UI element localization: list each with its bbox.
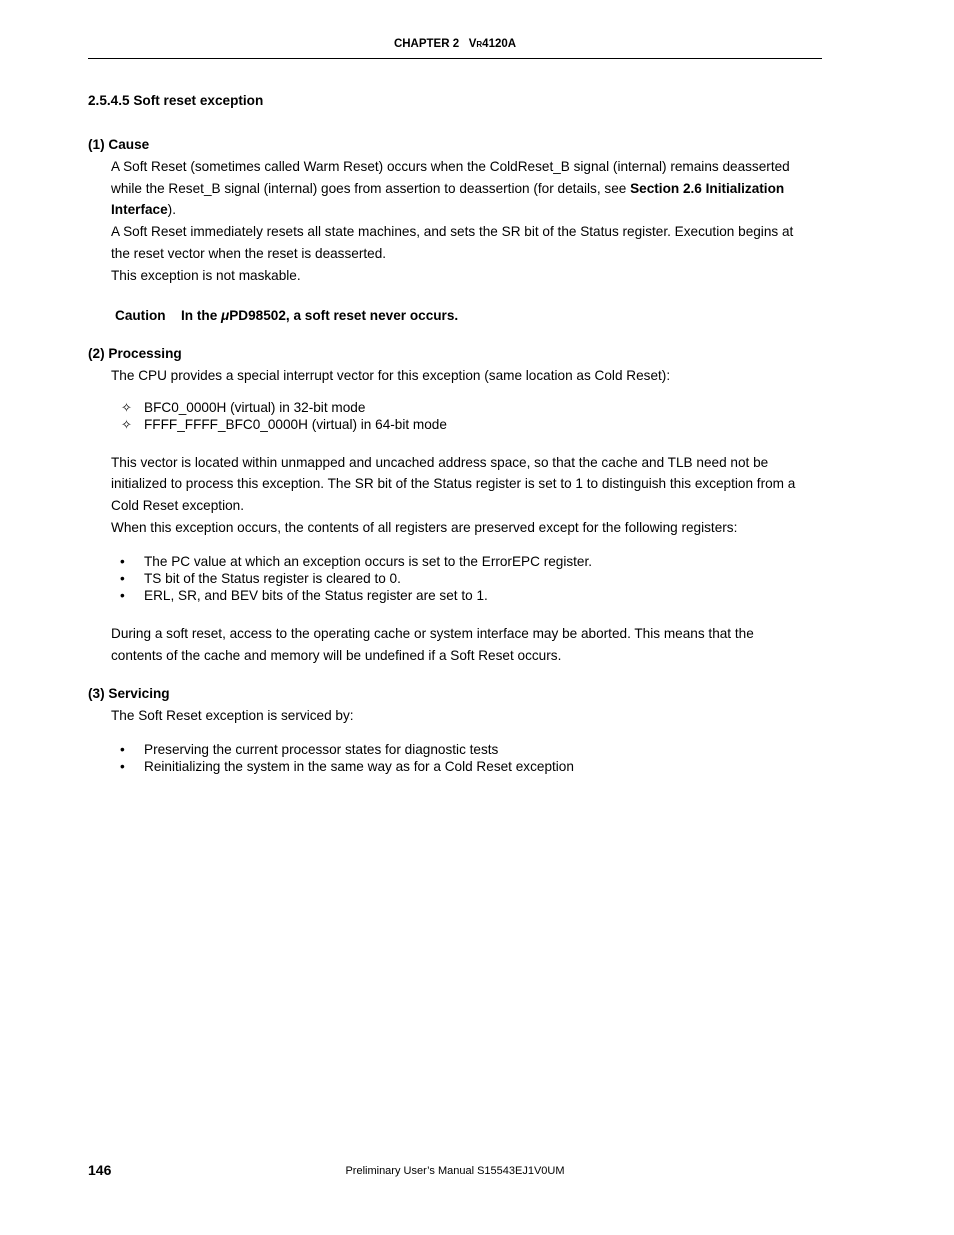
processing-paragraph-line: This vector is located within unmapped and uncached address space, so that the cache and TLB need not be	[111, 455, 769, 470]
bullet-icon: •	[120, 742, 125, 757]
servicing-intro: The Soft Reset exception is serviced by:	[111, 708, 354, 723]
mu-symbol: μ	[221, 308, 230, 323]
diamond-bullet-icon: ✧	[121, 400, 132, 415]
section-reference: Section 2.6 Initialization	[630, 181, 785, 196]
product-name: VR4120A	[468, 38, 517, 50]
bullet-icon: •	[120, 571, 125, 586]
cause-paragraph-line: A Soft Reset immediately resets all state machines, and sets the SR bit of the Status register. Execution begins at	[111, 224, 794, 239]
processing-paragraph-line: contents of the cache and memory will be undefined if a Soft Reset occurs.	[111, 648, 562, 663]
processing-paragraph-line: initialized to process this exception. The SR bit of the Status register is set to 1 to distinguish this exception from a	[111, 476, 796, 491]
servicing-list-item: Preserving the current processor states for diagnostic tests	[144, 742, 499, 757]
bullet-icon: •	[120, 554, 125, 569]
processing-paragraph-line: When this exception occurs, the contents of all registers are preserved except for the following registers:	[111, 520, 738, 535]
section-reference: Interface	[111, 202, 168, 217]
cause-heading: (1) Cause	[88, 137, 150, 152]
cause-paragraph-line: Interface).	[111, 202, 176, 217]
caution-label: Caution	[115, 308, 166, 323]
section-title: 2.5.4.5 Soft reset exception	[88, 93, 264, 108]
vector-list-item: BFC0_0000H (virtual) in 32-bit mode	[144, 400, 366, 415]
register-list-item: TS bit of the Status register is cleared to 0.	[144, 571, 401, 586]
cause-paragraph-line: This exception is not maskable.	[111, 268, 301, 283]
diamond-bullet-icon: ✧	[121, 417, 132, 432]
bullet-icon: •	[120, 759, 125, 774]
caution-text: In the μPD98502, a soft reset never occurs.	[181, 308, 459, 323]
register-list-item: ERL, SR, and BEV bits of the Status register are set to 1.	[144, 588, 488, 603]
cause-paragraph-line: while the Reset_B signal (internal) goes from assertion to deassertion (for details, see Section 2.6 Initialization	[111, 181, 785, 196]
chapter-label: CHAPTER 2	[393, 38, 460, 50]
running-header	[0, 38, 910, 50]
processing-intro: The CPU provides a special interrupt vector for this exception (same location as Cold Reset):	[111, 368, 671, 383]
page-number: 146	[88, 1162, 112, 1178]
header-rule	[88, 58, 822, 59]
manual-name: Preliminary User’s Manual S15543EJ1V0UM	[345, 1165, 565, 1177]
bullet-icon: •	[120, 588, 125, 603]
processing-paragraph-line: During a soft reset, access to the operating cache or system interface may be aborted. This means that the	[111, 626, 754, 641]
vector-list-item: FFFF_FFFF_BFC0_0000H (virtual) in 64-bit mode	[144, 417, 447, 432]
processing-paragraph-line: Cold Reset exception.	[111, 498, 244, 513]
servicing-list-item: Reinitializing the system in the same way as for a Cold Reset exception	[144, 759, 574, 774]
cause-paragraph-line: A Soft Reset (sometimes called Warm Reset) occurs when the ColdReset_B signal (internal) remains deasserted	[111, 159, 790, 174]
register-list-item: The PC value at which an exception occurs is set to the ErrorEPC register.	[144, 554, 593, 569]
servicing-heading: (3) Servicing	[88, 686, 170, 701]
processing-heading: (2) Processing	[88, 346, 182, 361]
cause-paragraph-line: the reset vector when the reset is deasserted.	[111, 246, 387, 261]
